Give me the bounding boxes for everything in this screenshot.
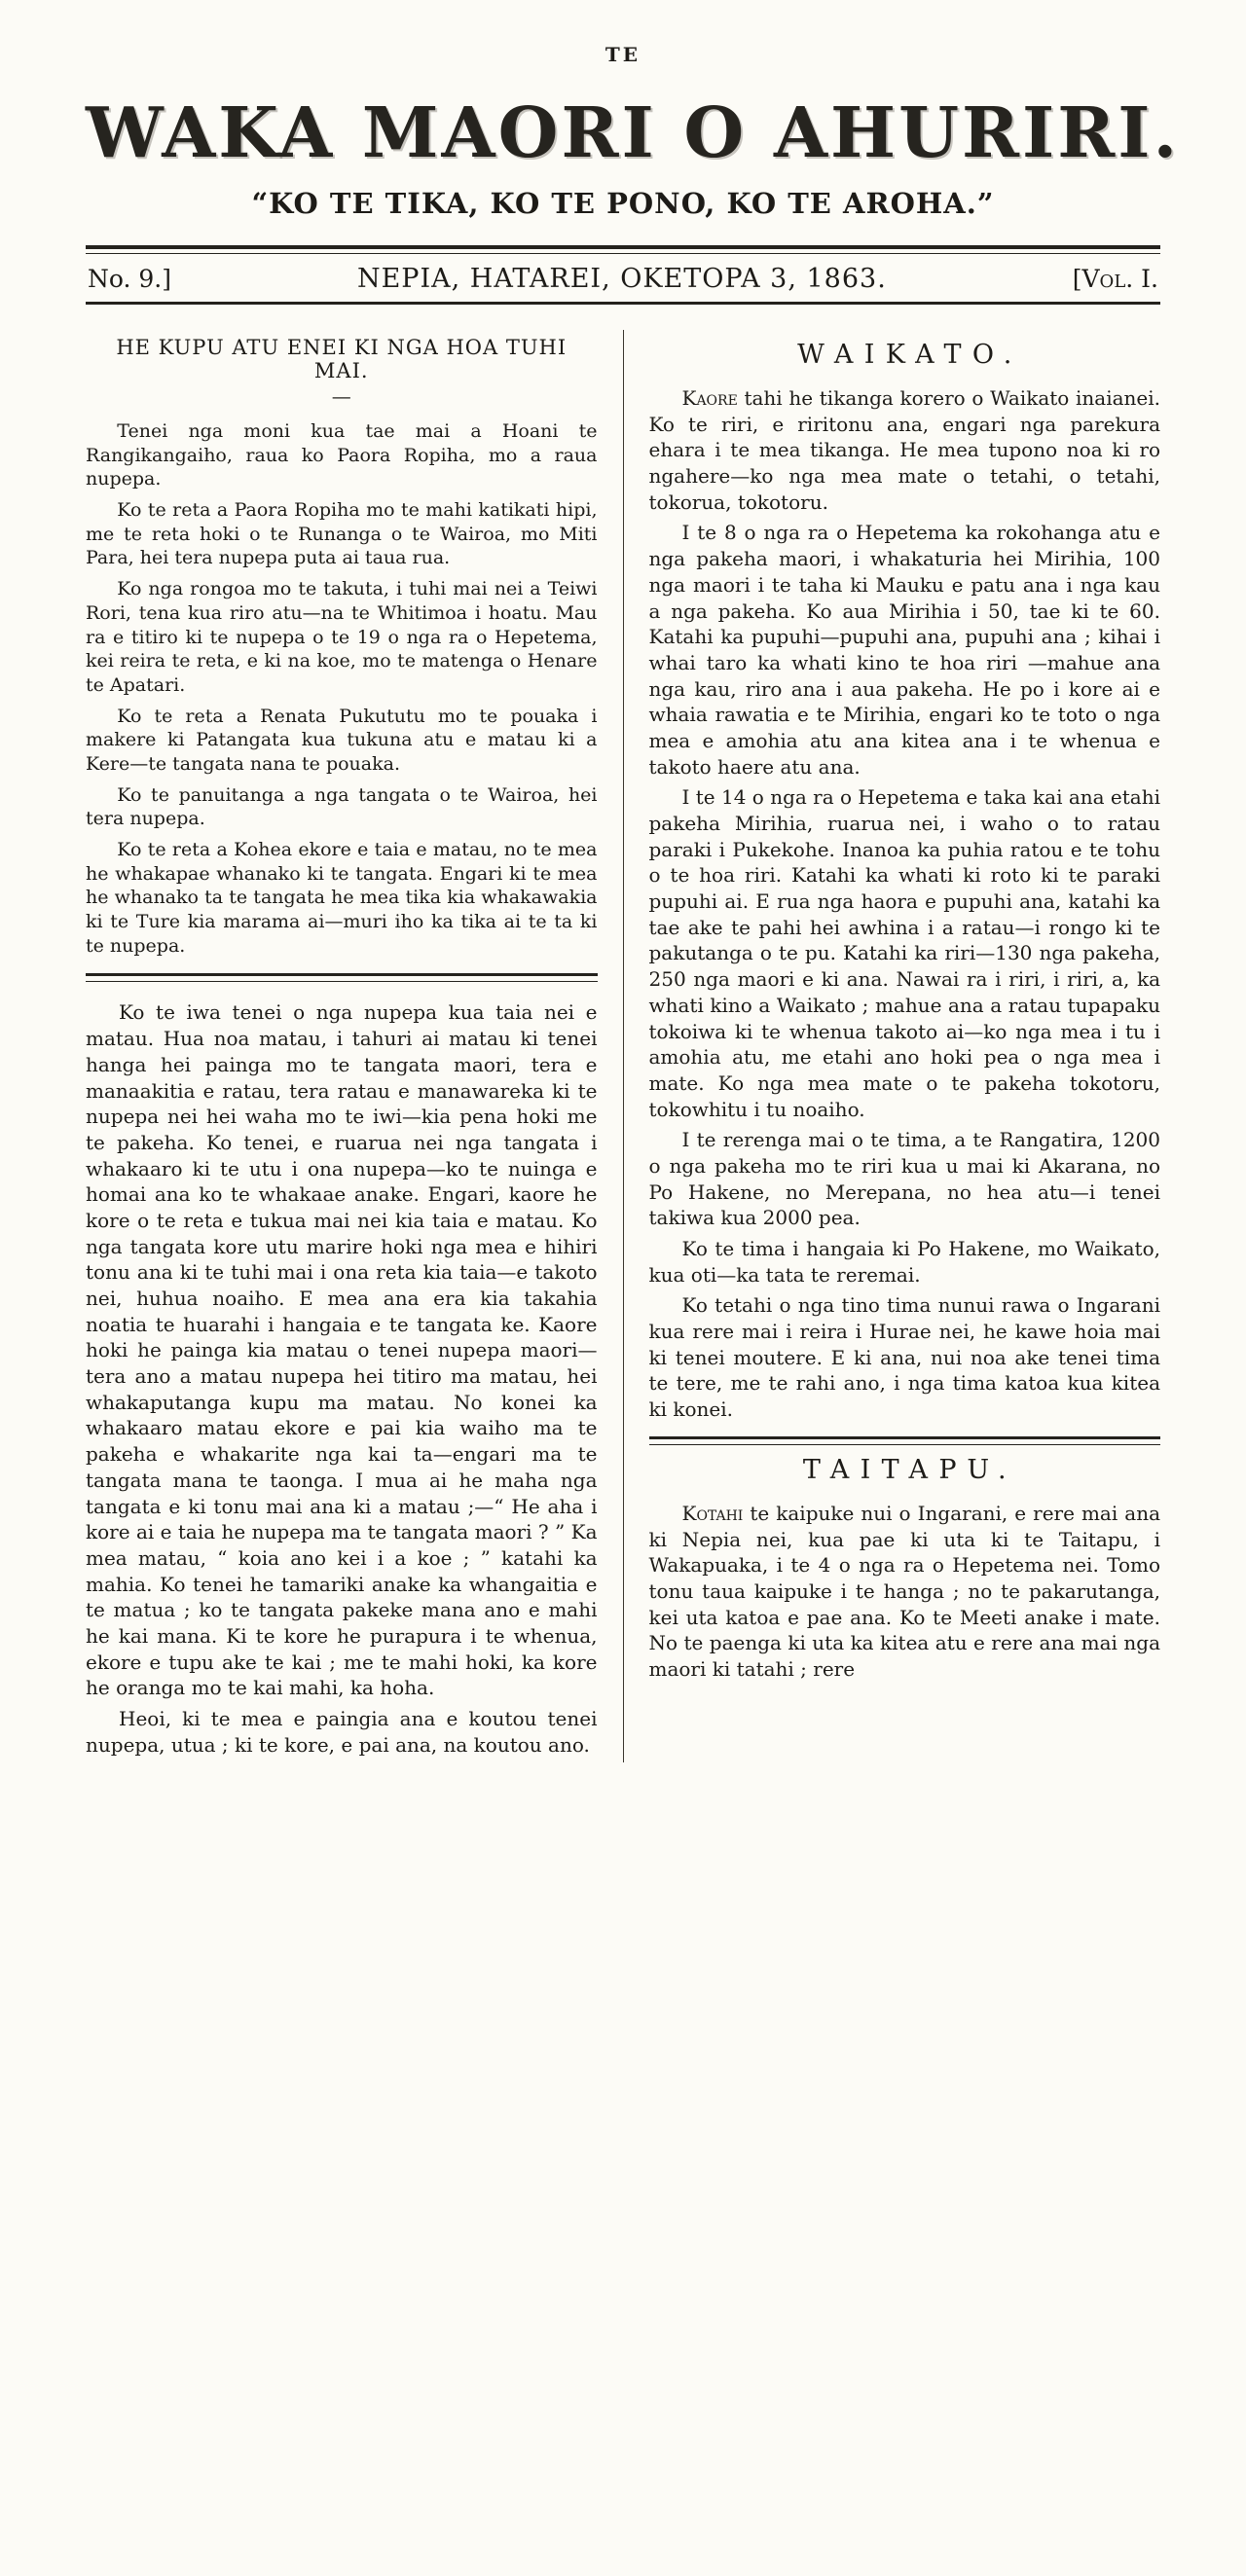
heading-dash: — (331, 384, 351, 408)
dateline: NEPIA, HATAREI, OKETOPA 3, 1863. (356, 264, 887, 294)
article-paragraph (649, 1501, 1161, 1683)
notice-paragraph: Ko te reta a Paora Ropiha mo te mahi katikati hipi, me te reta hoki o te Runanga o te Wairoa, mo Miti Para, hei tera nupepa puta ai taua rua. (86, 499, 598, 569)
content-columns (86, 330, 1160, 1762)
paragraph-text: tahi he tikanga korero o Waikato inaianei. Ko te riri, e riritonu ana, engari nga parekura ehara i te mea tikanga. He mea tupono noa ki ro ngahere—ko nga mea mate o tetahi, o tetahi, tokorua, tokotoru. (648, 386, 1160, 514)
article-paragraph: Ko tetahi o nga tino tima nunui rawa o Ingarani kua rere mai i reira i Hurae nei, he kawe hoia mai ki tenei moutere. E ki ana, nui noa ake tenei tima te tere, me te rahi ano, i nga tima katoa kua kitea ki konei. (648, 1293, 1160, 1422)
notice-paragraph: Ko te reta a Kohea ekore e taia e matau, no te mea he whakapae whanako ki te tangata. Engari ki te mea he whanako ta te tangata he mea tika kia whakawakia ki te Ture kia marama ai—muri iho ka tika ai te ta ki te nupepa. (86, 839, 598, 957)
volume-number: [Vol. I. (1072, 265, 1158, 293)
editorial-paragraph: Ko te iwa tenei o nga nupepa kua taia nei e matau. Hua noa matau, i tahuri ai matau ki tenei hanga hei painga mo te tangata maori, tera e manaakitia e ratau, tera ratau e manawareka ki te nupepa nei hei waha mo te iwi—kia pena hoki me te pakeha. Ko tenei, e ruarua nei nga tangata i whakaaro ki te utu i ona nupepa—ko te nuinga e homai ana ko te whakaae anake. Engari, kaore he kore o te reta e tukua mai nei kia taia e matau. Ko nga tangata kore utu marire hoki nga mea e hihiri tonu ana ki te tuhi mai i ona reta kia taia—e takoto nei, huhua noaiho. E mea ana era kia takahia noatia te huarahi i hangaia e te tangata ke. Kaore hoki he painga kia matau o tenei nupepa maori—tera ano a matau nupepa hei titiro ma matau, hei whakaputanga kupu ma matau. No konei ka whakaaro matau ekore e pai kia waiho ma te pakeha e whakarite nga kai ta—engari ma te tangata mana te taonga. I mua ai he maha nga tangata e ki tonu mai ana ki a matau ;—“ He aha i kore ai e taia he nupepa ma te tangata maori ? ” Ka mea matau, “ koia ano kei i a koe ; ” katahi ka mahia. Ko tenei he tamariki anake ka whangaitia e te matua ; ko te tangata pakeke mana ano e mahi he kai mana. Ki te kore he purapura i te whenua, ekore e tupu ake te kai ; me te mahi hoki, ka kore he oranga mo te kai mahi, ka hoha. (86, 1000, 598, 1700)
left-column (86, 330, 623, 1762)
paper-motto: “KO TE TIKA, KO TE PONO, KO TE AROHA.” (251, 187, 995, 220)
paragraph-text: te kaipuke nui o Ingarani, e rere mai ana ki Nepia nei, kua pae ki uta ki te Taitapu, i Wakapuaka, i te 4 o nga ra o Hepetema nei. Tomo tonu taua kaipuke i te hanga ; no te pakarutanga, kei uta katoa e pae ana. Ko te Meeti anake i mate. No te paenga ki uta ka kitea atu e rere ana mai nga maori ki tatahi ; rere (648, 1501, 1160, 1681)
masthead-double-rule (86, 245, 1160, 254)
section-separator-rule (649, 1436, 1161, 1445)
paragraph-lead: Kotahi (681, 1501, 744, 1525)
article-heading-waikato: WAIKATO. (797, 340, 1023, 370)
editorial-paragraph: Heoi, ki te mea e paingia ana e koutou tenei nupepa, utua ; ki te kore, e pai ana, na koutou ano. (86, 1707, 598, 1757)
notice-paragraph: Ko te panuitanga a nga tangata o te Wairoa, hei tera nupepa. (86, 783, 598, 830)
article-paragraph: I te 14 o nga ra o Hepetema e taka kai ana etahi pakeha Mirihia, ruarua nei, i waho o to ratau paraki i Pukekohe. Inanoa ka puhia ratou e te tohu o te hoa riri. Katahi ka whati ki roto ki te paraki pupuhi ai. E rua nga haora e pupuhi ana, katahi ka tae ake te pahi hei awhina i a ratau—i rongo ki te pakutanga o te pu. Katahi ka riri—130 nga pakeha, 250 nga maori e ki ana. Nawai ra i riri, i riri, a, ka whati kino a Waikato ; mahue ana a ratau tupapaku tokoiwa ki te whenua takoto ai—ko nga mea i tu i amohia atu, me etahi ano hoki pea o nga mea i mate. Ko nga mea mate o te pakeha tokotoru, tokowhitu i tu noaiho. (648, 785, 1160, 1121)
masthead-kicker: TE (605, 43, 641, 66)
section-separator-rule (86, 973, 598, 982)
article-paragraph: I te 8 o nga ra o Hepetema ka rokohanga atu e nga pakeha maori, i whakaturia hei Mirihia, 100 nga maori i te taha ki Mauku e patu ana i nga kau a nga pakeha. Ko aua Mirihia i 50, tae ki te 60. Katahi ka pupuhi—pupuhi ana, pupuhi ana ; kihai i whai taro ka whati kino te hoa riri —mahue ana nga kau, riro ana i aua pakeha. He po i kore ai e whaia rawatia e te Mirihia, engari ko te toto o nga mea e amohia atu ana kitea ana i te whenua e takoto haere atu ana. (648, 521, 1160, 779)
notice-paragraph: Tenei nga moni kua tae mai a Hoani te Rangikangaiho, raua ko Paora Ropiha, mo a raua nupepa. (86, 420, 598, 490)
article-heading-taitapu: TAITAPU. (802, 1454, 1017, 1485)
right-column (624, 330, 1161, 1762)
notices-heading: HE KUPU ATU ENEI KI NGA HOA TUHI MAI. (116, 336, 568, 382)
masthead (86, 43, 1181, 305)
issue-line (86, 254, 1160, 302)
article-paragraph: I te rerenga mai o te tima, a te Rangatira, 1200 o nga pakeha mo te riri kua u mai ki Akarana, no Po Hakene, no Merepana, no hea atu—i tenei takiwa kua 2000 pea. (648, 1128, 1160, 1230)
paragraph-lead: Kaore (681, 386, 738, 410)
paper-title: WAKA MAORI O AHURIRI. (86, 91, 1181, 173)
notice-paragraph: Ko nga rongoa mo te takuta, i tuhi mai nei a Teiwi Rori, tena kua riro atu—na te Whitimoa i hoatu. Mau ra e titiro ki te nupepa o te 19 o nga ra o Hepetema, kei reira te reta, e ki na koe, mo te matenga o Henare te Apatari. (86, 578, 598, 696)
masthead-bottom-rule (86, 302, 1160, 305)
article-paragraph (649, 385, 1161, 515)
notice-paragraph: Ko te reta a Renata Pukututu mo te pouaka i makere ki Patangata kua tukuna atu e matau ki a Kere—te tangata nana te pouaka. (86, 705, 598, 775)
article-paragraph: Ko te tima i hangaia ki Po Hakene, mo Waikato, kua oti—ka tata te reremai. (648, 1237, 1160, 1287)
issue-number: No. 9.] (88, 265, 171, 293)
